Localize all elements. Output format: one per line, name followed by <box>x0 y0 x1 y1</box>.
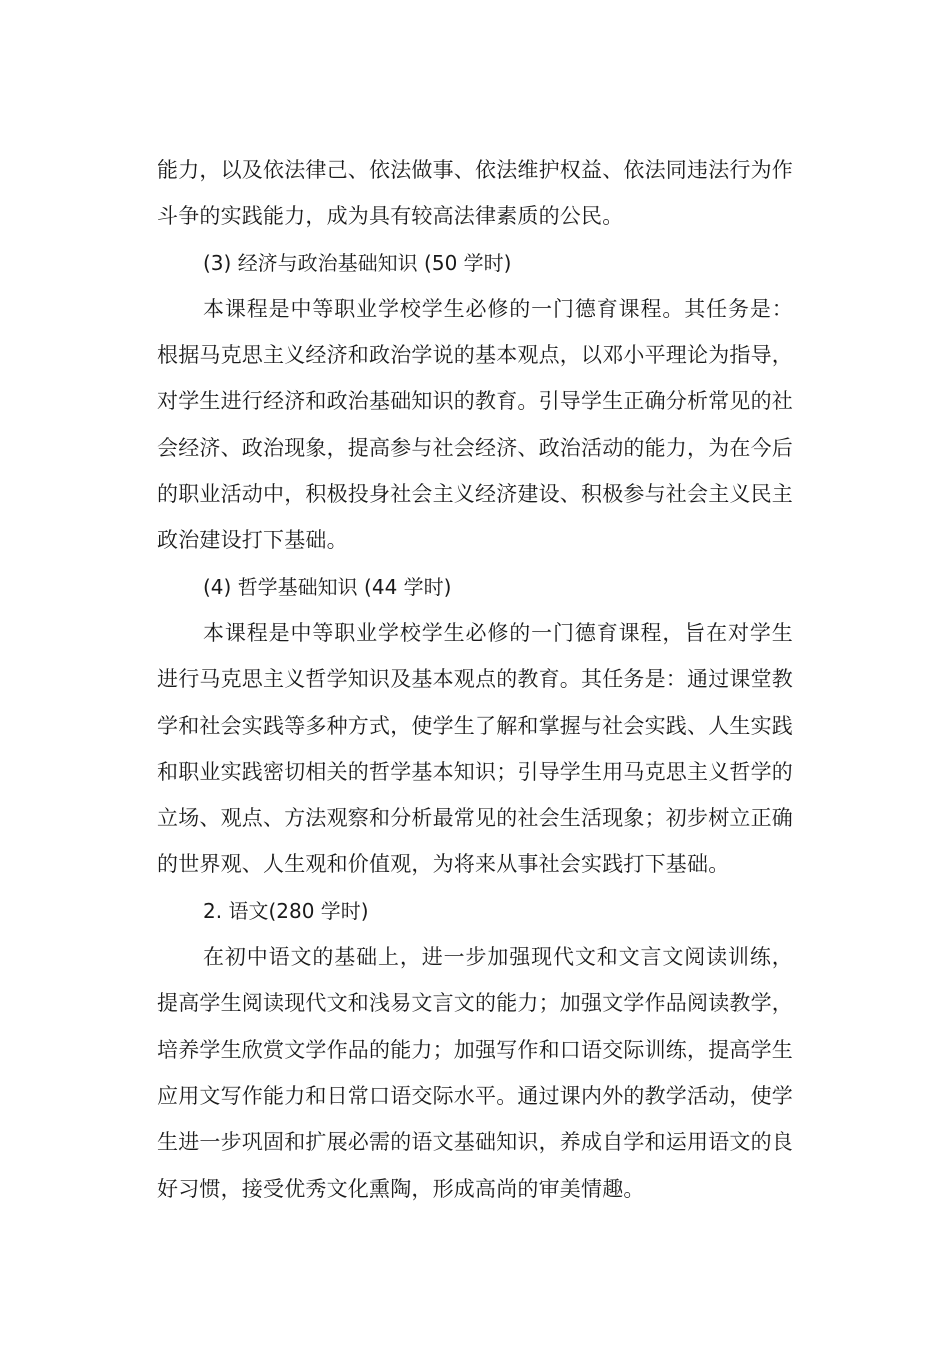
paragraph-philosophy: 本课程是中等职业学校学生必修的一门德育课程，旨在对学生进行马克思主义哲学知识及基本观点的教育。其任务是：通过课堂教学和社会实践等多种方式，使学生了解和掌握与社会实践、人生实践和职业实践密切相关的哲学基本知识；引导学生用马克思主义哲学的立场、观点、方法观察和分析最常见的社会生活现象；初步树立正确的世界观、人生观和价值观，为将来从事社会实践打下基础。 <box>157 620 793 877</box>
heading-philosophy: (4) 哲学基础知识 (44 学时) <box>203 574 452 599</box>
heading-chinese-language: 2. 语文(280 学时) <box>203 898 369 923</box>
heading-economics-politics: (3) 经济与政治基础知识 (50 学时) <box>203 250 512 275</box>
paragraph-economics-politics: 本课程是中等职业学校学生必修的一门德育课程。其任务是：根据马克思主义经济和政治学说的基本观点，以邓小平理论为指导，对学生进行经济和政治基础知识的教育。引导学生正确分析常见的社会经济、政治现象，提高参与社会经济、政治活动的能力，为在今后的职业活动中，积极投身社会主义经济建设、积极参与社会主义民主政治建设打下基础。 <box>157 296 793 553</box>
paragraph-chinese-language: 在初中语文的基础上，进一步加强现代文和文言文阅读训练，提高学生阅读现代文和浅易文言文的能力；加强文学作品阅读教学，培养学生欣赏文学作品的能力；加强写作和口语交际训练，提高学生应用文写作能力和日常口语交际水平。通过课内外的教学活动，使学生进一步巩固和扩展必需的语文基础知识，养成自学和运用语文的良好习惯，接受优秀文化熏陶，形成高尚的审美情趣。 <box>157 945 793 1201</box>
document-body <box>157 147 793 1212</box>
paragraph-law-continuation: 能力，以及依法律己、依法做事、依法维护权益、依法同违法行为作斗争的实践能力，成为具有较高法律素质的公民。 <box>157 158 793 229</box>
